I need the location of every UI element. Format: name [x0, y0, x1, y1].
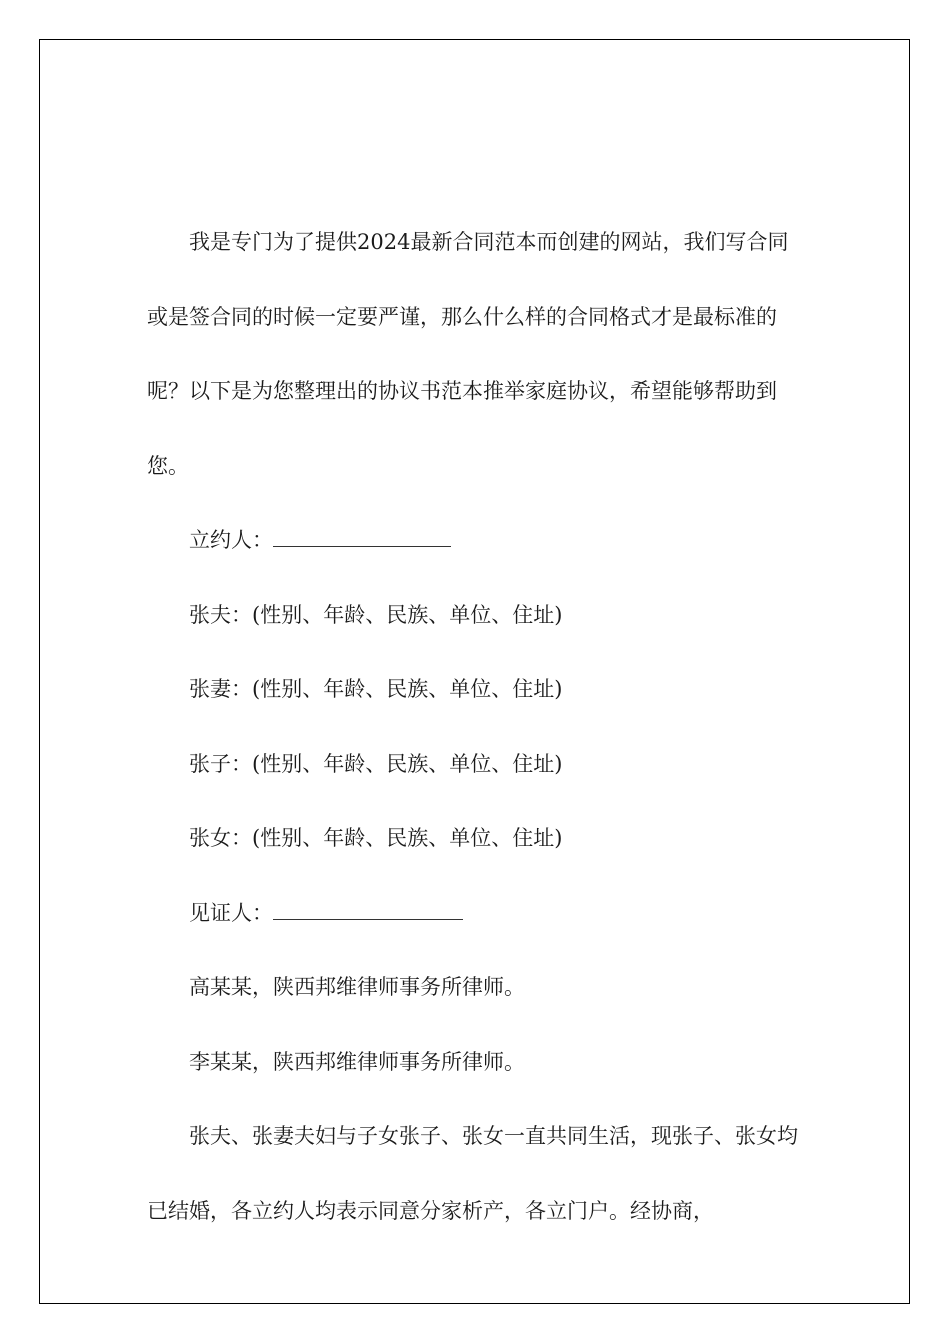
parties-label: 立约人： — [189, 528, 273, 552]
witness-label: 见证人： — [189, 900, 273, 925]
party-wife: 张妻：(性别、年龄、民族、单位、住址) — [189, 677, 563, 701]
witness-blank-field — [273, 901, 463, 920]
party-son: 张子：(性别、年龄、民族、单位、住址) — [189, 751, 563, 776]
witness-li: 李某某，陕西邦维律师事务所律师。 — [189, 1049, 525, 1074]
party-daughter: 张女：(性别、年龄、民族、单位、住址) — [189, 826, 563, 850]
document-page — [39, 39, 910, 1304]
witness-gao: 高某某，陕西邦维律师事务所律师。 — [189, 975, 525, 999]
parties-blank-field — [273, 528, 451, 547]
parties-line — [147, 503, 807, 578]
witness-line — [147, 876, 807, 951]
body-paragraph: 张夫、张妻夫妇与子女张子、张女一直共同生活，现张子、张女均已结婚，各立约人均表示同意分家析产，各立门户。经协商， — [147, 1124, 798, 1223]
document-body — [147, 205, 807, 1248]
intro-paragraph: 我是专门为了提供2024最新合同范本而创建的网站，我们写合同或是签合同的时候一定要严谨，那么什么样的合同格式才是最标准的呢？以下是为您整理出的协议书范本推举家庭协议，希望能够帮助到您。 — [147, 230, 789, 478]
party-husband: 张夫：(性别、年龄、民族、单位、住址) — [189, 602, 563, 627]
